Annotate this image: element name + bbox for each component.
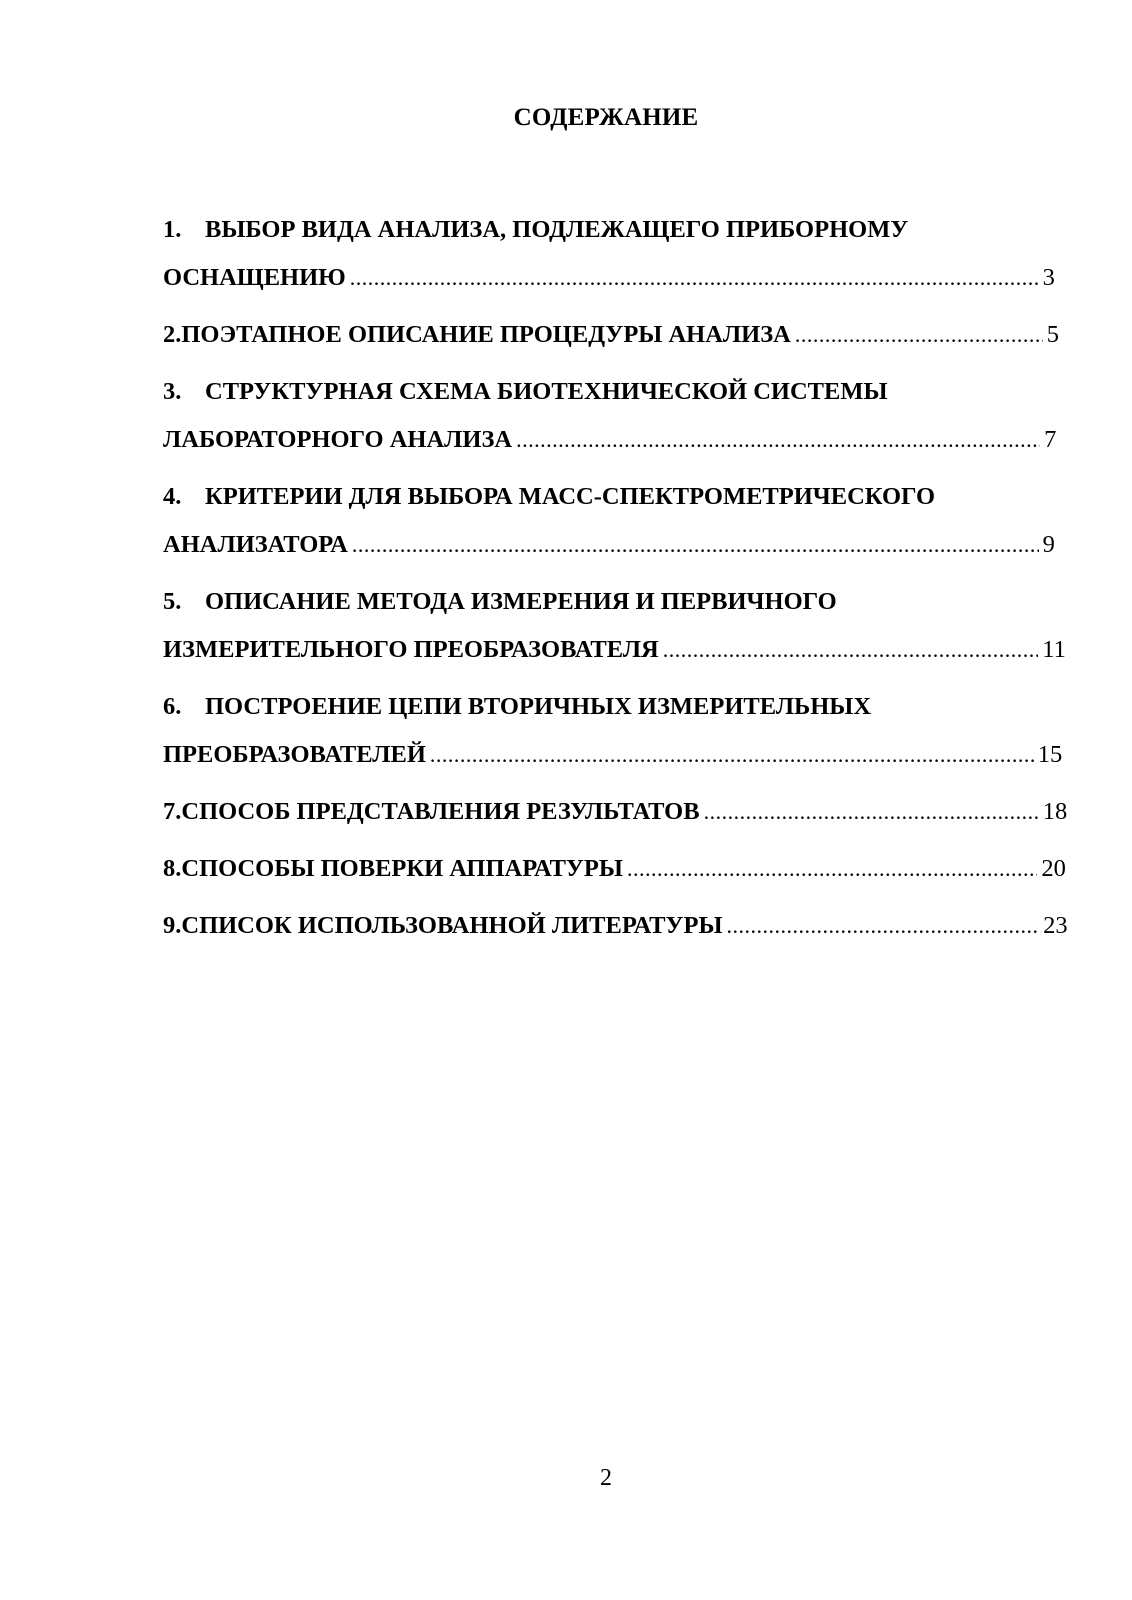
toc-entry-title: СПОСОБЫ ПОВЕРКИ АППАРАТУРЫ: [181, 855, 623, 882]
toc-entry-page: 15: [1037, 741, 1063, 768]
toc-entry-number: 7.: [163, 798, 182, 825]
dot-leader: [704, 788, 1039, 836]
toc-entry[interactable]: [163, 473, 1055, 569]
dot-leader: [727, 902, 1040, 950]
toc-entry-title-continued: ИЗМЕРИТЕЛЬНОГО ПРЕОБРАЗОВАТЕЛЯ: [163, 636, 659, 663]
toc-entry-page: 3: [1042, 264, 1055, 291]
toc-entry[interactable]: [163, 683, 1063, 779]
toc-entry[interactable]: [163, 206, 1055, 302]
toc-entry-number: 1.: [163, 216, 182, 243]
toc-entry-number: 2.: [163, 321, 182, 348]
dot-leader: [627, 845, 1037, 893]
dot-leader: [352, 521, 1039, 569]
toc-entry-page: 23: [1043, 912, 1068, 939]
toc-title: СОДЕРЖАНИЕ: [513, 104, 699, 131]
toc-entry-title-continued: ЛАБОРАТОРНОГО АНАЛИЗА: [163, 426, 513, 453]
toc-entry-number: 8.: [163, 855, 182, 882]
toc-entry-page: 20: [1041, 855, 1066, 882]
toc-entry[interactable]: [163, 578, 1066, 674]
dot-leader: [663, 626, 1039, 674]
toc-entry-number: 5.: [163, 588, 182, 615]
toc-entry-title-continued: ПРЕОБРАЗОВАТЕЛЕЙ: [163, 741, 426, 768]
toc-entry-title: СПОСОБ ПРЕДСТАВЛЕНИЯ РЕЗУЛЬТАТОВ: [181, 798, 700, 825]
dot-leader: [350, 254, 1039, 302]
toc-entry-page: 18: [1042, 798, 1068, 825]
toc-entry-page: 7: [1044, 426, 1057, 453]
toc-entry[interactable]: [163, 368, 1057, 464]
toc-entry-number: 6.: [163, 693, 182, 720]
toc-entry[interactable]: [163, 845, 1066, 893]
toc-entry-number: 9.: [163, 912, 182, 939]
toc-entry[interactable]: [163, 788, 1068, 836]
dot-leader: [516, 416, 1040, 464]
dot-leader: [795, 311, 1043, 359]
toc-entry-page: 11: [1042, 636, 1066, 663]
toc-entry-title: СПИСОК ИСПОЛЬЗОВАННОЙ ЛИТЕРАТУРЫ: [181, 912, 723, 939]
toc-entry-title: ВЫБОР ВИДА АНАЛИЗА, ПОДЛЕЖАЩЕГО ПРИБОРНОМУ: [205, 216, 909, 243]
toc-entry-title: СТРУКТУРНАЯ СХЕМА БИОТЕХНИЧЕСКОЙ СИСТЕМЫ: [205, 378, 888, 405]
toc-entry-title-continued: ОСНАЩЕНИЮ: [163, 264, 346, 291]
toc-entry-title: ПОЭТАПНОЕ ОПИСАНИЕ ПРОЦЕДУРЫ АНАЛИЗА: [181, 321, 791, 348]
table-of-contents: [163, 206, 1068, 959]
toc-entry-page: 9: [1042, 531, 1055, 558]
toc-entry[interactable]: [163, 902, 1068, 950]
toc-entry-title: ОПИСАНИЕ МЕТОДА ИЗМЕРЕНИЯ И ПЕРВИЧНОГО: [205, 588, 837, 615]
dot-leader: [430, 731, 1034, 779]
toc-entry-title-continued: АНАЛИЗАТОРА: [163, 531, 348, 558]
toc-entry-title: ПОСТРОЕНИЕ ЦЕПИ ВТОРИЧНЫХ ИЗМЕРИТЕЛЬНЫХ: [205, 693, 872, 720]
toc-entry-number: 4.: [163, 483, 182, 510]
toc-entry-title: КРИТЕРИИ ДЛЯ ВЫБОРА МАСС-СПЕКТРОМЕТРИЧЕСКОГО: [205, 483, 936, 510]
toc-entry-page: 5: [1046, 321, 1059, 348]
toc-entry[interactable]: [163, 311, 1059, 359]
toc-entry-number: 3.: [163, 378, 182, 405]
page-number: 2: [600, 1465, 612, 1491]
